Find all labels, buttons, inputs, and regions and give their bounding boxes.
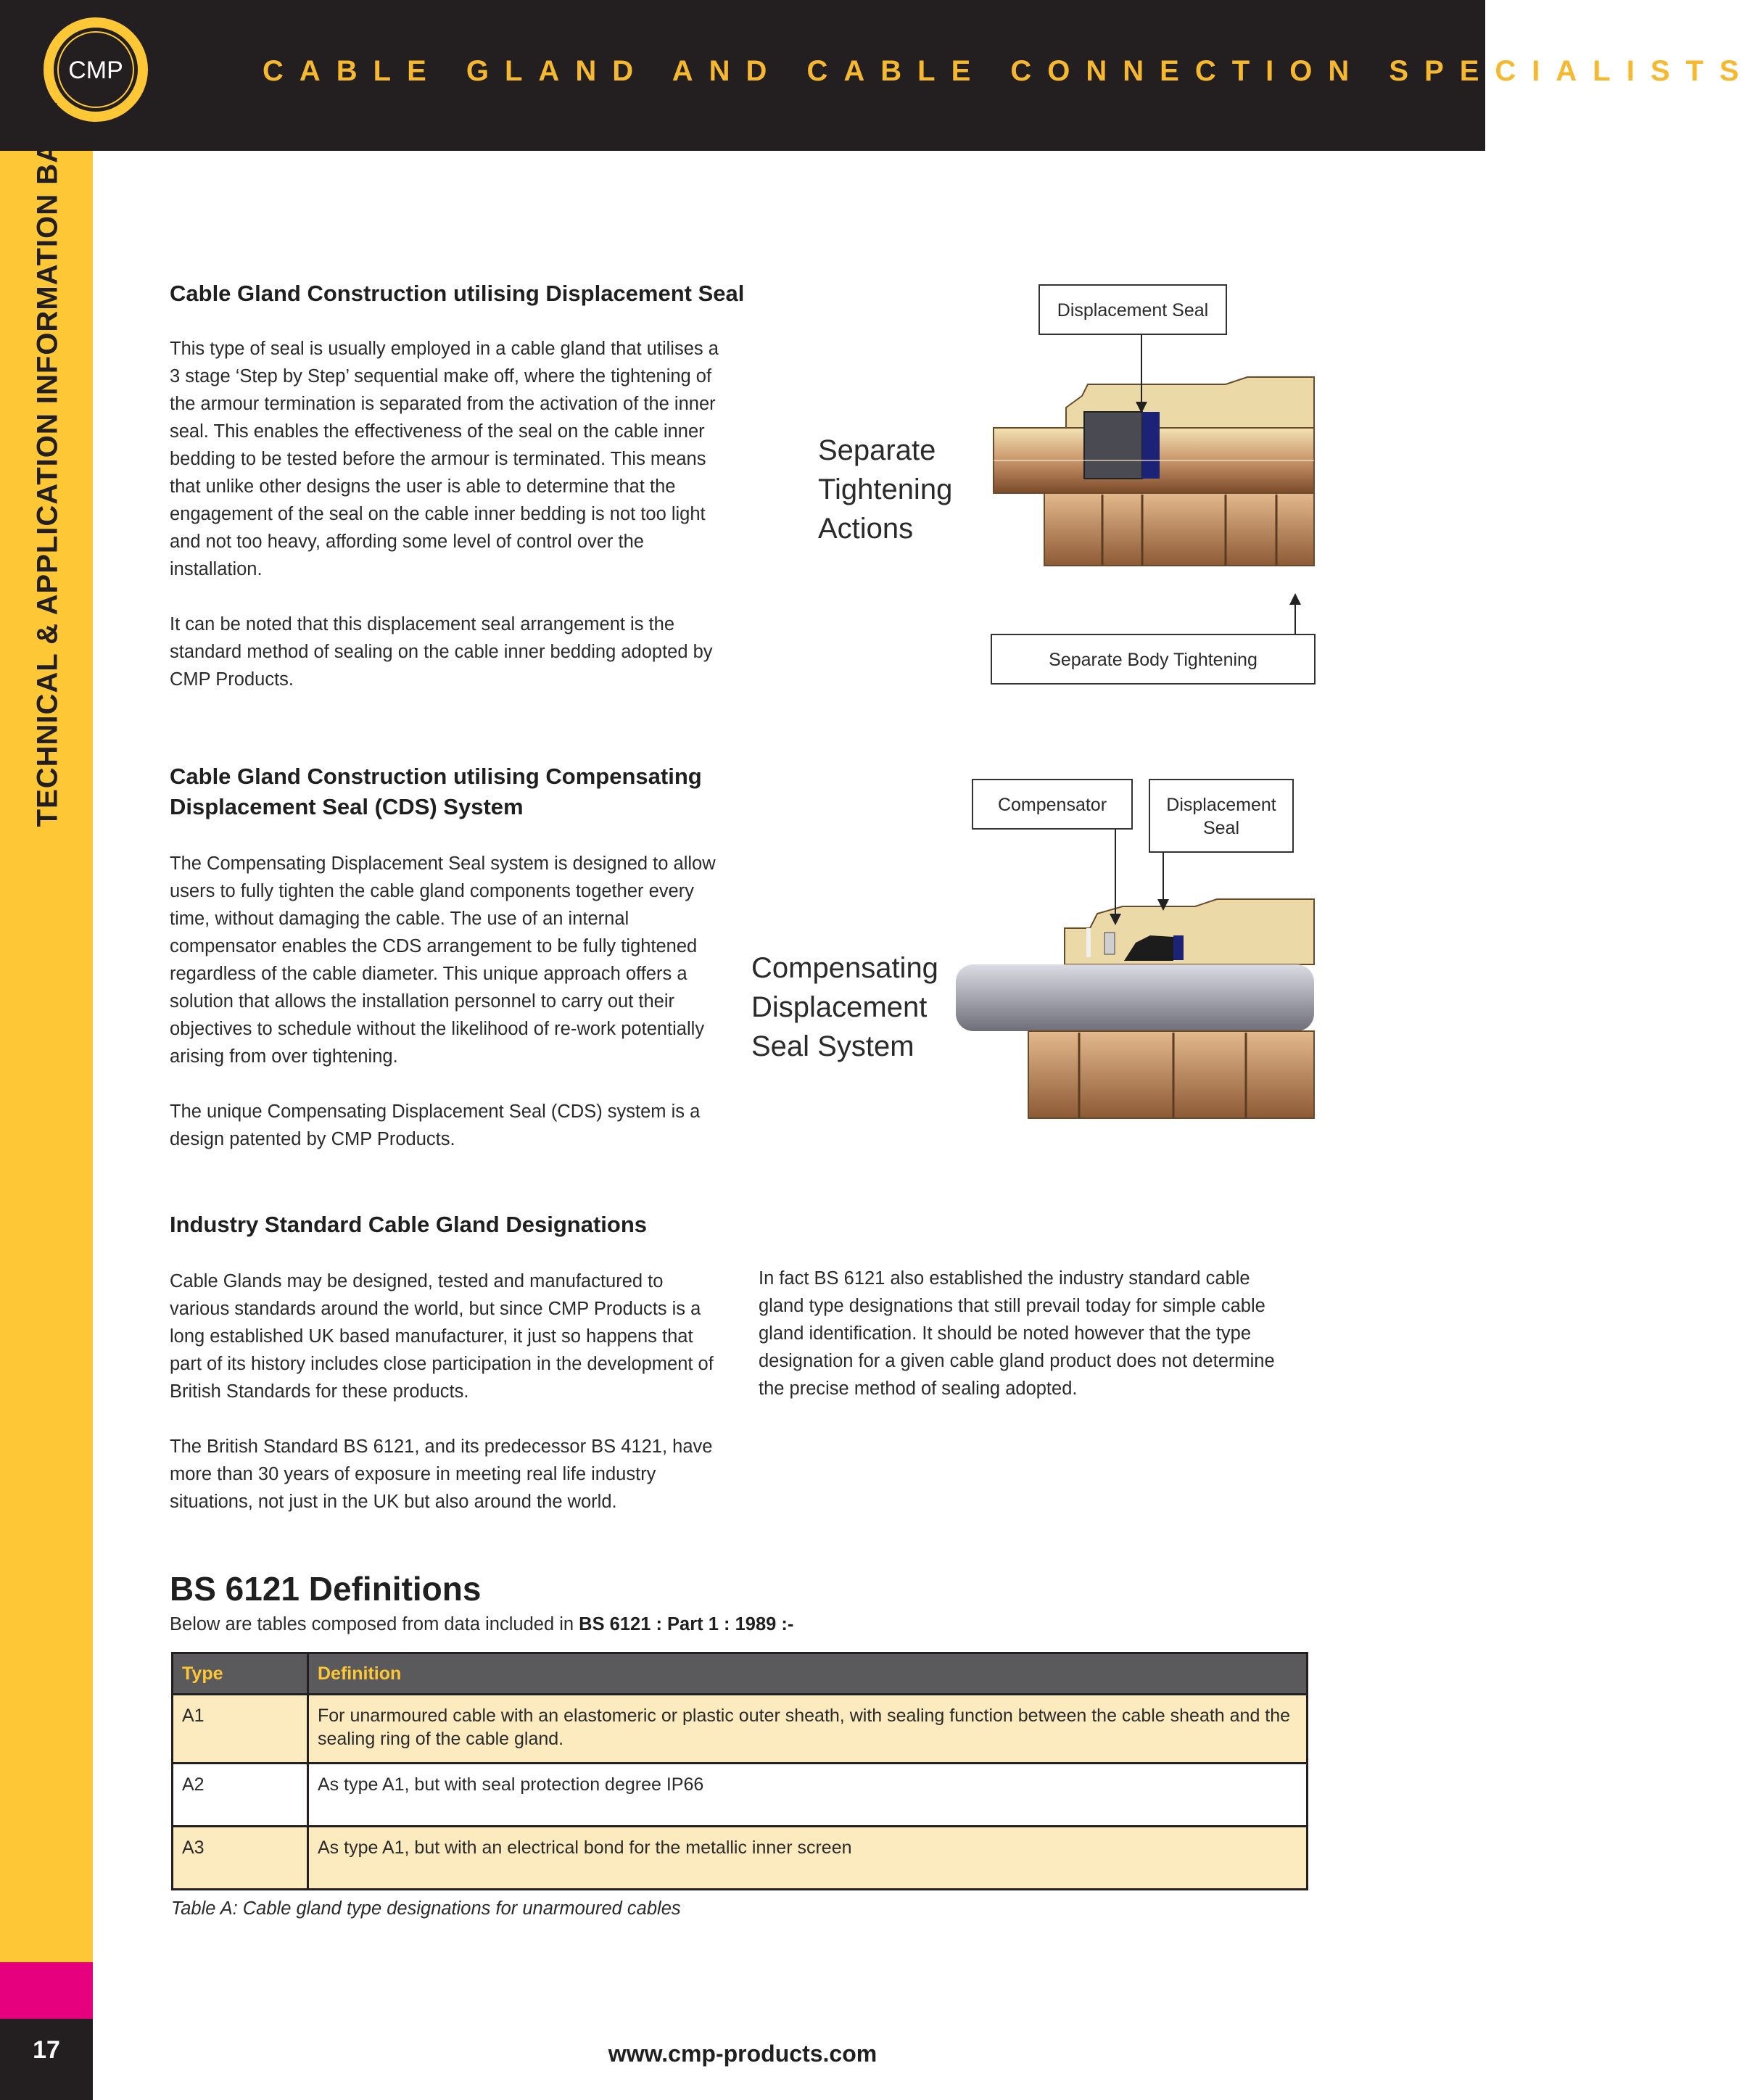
definitions-table <box>171 1652 1308 1890</box>
diagram1-label <box>818 431 952 548</box>
table-cell-definition: As type A1, but with seal protection degree IP66 <box>308 1764 1308 1827</box>
table-row <box>173 1827 1308 1890</box>
definitions-intro <box>170 1614 793 1635</box>
callout-compensator: Compensator <box>972 779 1133 830</box>
definitions-title: BS 6121 Definitions <box>170 1570 482 1608</box>
diagram1-arrows <box>986 334 1320 638</box>
table-header-type: Type <box>173 1653 308 1695</box>
section3-paragraph: The British Standard BS 6121, and its predecessor BS 4121, have more than 30 years of exposure in meeting real life industry situations, not just in the UK but also around the world. <box>170 1436 713 1512</box>
diagram2-arrows <box>1088 827 1189 935</box>
table-row <box>173 1695 1308 1764</box>
section3-paragraph: In fact BS 6121 also established the industry standard cable gland type designations that still prevail today for simple cable gland identification. It should be noted however that the type designation for a given cable gland product does not determine the precise method of sealing adopted. <box>759 1268 1275 1399</box>
diagram1-label-line: Actions <box>818 513 914 545</box>
table-cell-definition: As type A1, but with an electrical bond for the metallic inner screen <box>308 1827 1308 1890</box>
table-cell-definition: For unarmoured cable with an elastomeric or plastic outer sheath, with sealing function between the cable sheath and the sealing ring of the cable gland. <box>308 1695 1308 1764</box>
diagram2-label-line: Displacement <box>751 991 928 1023</box>
callout-line: Seal <box>1202 818 1240 838</box>
diagram1-label-line: Tightening <box>818 474 953 505</box>
definitions-intro-standard: BS 6121 : Part 1 : 1989 :- <box>579 1614 794 1634</box>
table-caption: Table A: Cable gland type designations for unarmoured cables <box>171 1898 681 1919</box>
section1-paragraph: This type of seal is usually employed in a cable gland that utilises a 3 stage ‘Step by Step’ sequential make off, where the tightening of the armour termination is separated from the activation of the inner seal. This enables the effectiveness of the seal on the cable inner bedding to be tested before the armour is terminated. This means that unlike other designs the user is able to determine that the engagement of the seal on the cable inner bedding is not too light and not too heavy, affording some level of control over the installation. <box>170 339 719 579</box>
section1-body <box>170 335 721 693</box>
header-tagline: CABLE GLAND AND CABLE CONNECTION SPECIALISTS <box>263 55 1755 87</box>
arrow-down-icon <box>1136 402 1147 413</box>
section2-heading-line: Displacement Seal (CDS) System <box>170 794 524 819</box>
arrow-up-icon <box>1289 593 1301 605</box>
sidebar-vertical-title: TECHNICAL & APPLICATION INFORMATION BASE <box>31 101 64 827</box>
section3-paragraph: Cable Glands may be designed, tested and manufactured to various standards around the world, but since CMP Products is a long established UK based manufacturer, it just so happens that part of its history includes close participation in the development of British Standards for these products. <box>170 1271 714 1402</box>
callout-separate-body-tightening: Separate Body Tightening <box>991 634 1316 685</box>
arrow-down-icon <box>1157 899 1169 911</box>
footer-url[interactable]: www.cmp-products.com <box>608 2041 878 2067</box>
section1-heading: Cable Gland Construction utilising Displacement Seal <box>170 281 745 306</box>
section1-paragraph: It can be noted that this displacement seal arrangement is the standard method of sealing on the cable inner bedding adopted by CMP Products. <box>170 614 713 690</box>
section2-paragraph: The unique Compensating Displacement Seal (CDS) system is a design patented by CMP Products. <box>170 1101 701 1149</box>
sidebar-pink-block <box>0 1962 93 2019</box>
callout-displacement-seal: Displacement Seal <box>1038 284 1227 335</box>
section3-right-body <box>759 1265 1295 1402</box>
table-header-row <box>173 1653 1308 1695</box>
table-cell-type: A3 <box>173 1827 308 1890</box>
page-number: 17 <box>33 2036 60 2064</box>
section2-body <box>170 850 721 1153</box>
table-cell-type: A2 <box>173 1764 308 1827</box>
diagram2-label-line: Seal System <box>751 1030 914 1062</box>
diagram2-label <box>751 948 938 1066</box>
callout-line: Displacement <box>1166 795 1276 815</box>
diagram2-label-line: Compensating <box>751 952 938 984</box>
table-cell-type: A1 <box>173 1695 308 1764</box>
section3-left-body <box>170 1268 721 1516</box>
diagram1-label-line: Separate <box>818 434 936 466</box>
logo-text: CMP <box>68 57 123 84</box>
table-header-definition: Definition <box>308 1653 1308 1695</box>
definitions-intro-text: Below are tables composed from data included in <box>170 1614 579 1634</box>
section2-heading <box>170 761 702 822</box>
section2-paragraph: The Compensating Displacement Seal system is designed to allow users to fully tighten the cable gland components together every time, without damaging the cable. The use of an internal compensator enables the CDS arrangement to be fully tightened regardless of the cable diameter. This unique approach offers a solution that allows the installation personnel to carry out their objectives to schedule without the likelihood of re-work potentially arising from over tightening. <box>170 853 716 1067</box>
section3-heading: Industry Standard Cable Gland Designations <box>170 1212 647 1237</box>
table-row <box>173 1764 1308 1827</box>
arrow-down-icon <box>1110 914 1121 925</box>
section2-heading-line: Cable Gland Construction utilising Compensating <box>170 764 702 789</box>
